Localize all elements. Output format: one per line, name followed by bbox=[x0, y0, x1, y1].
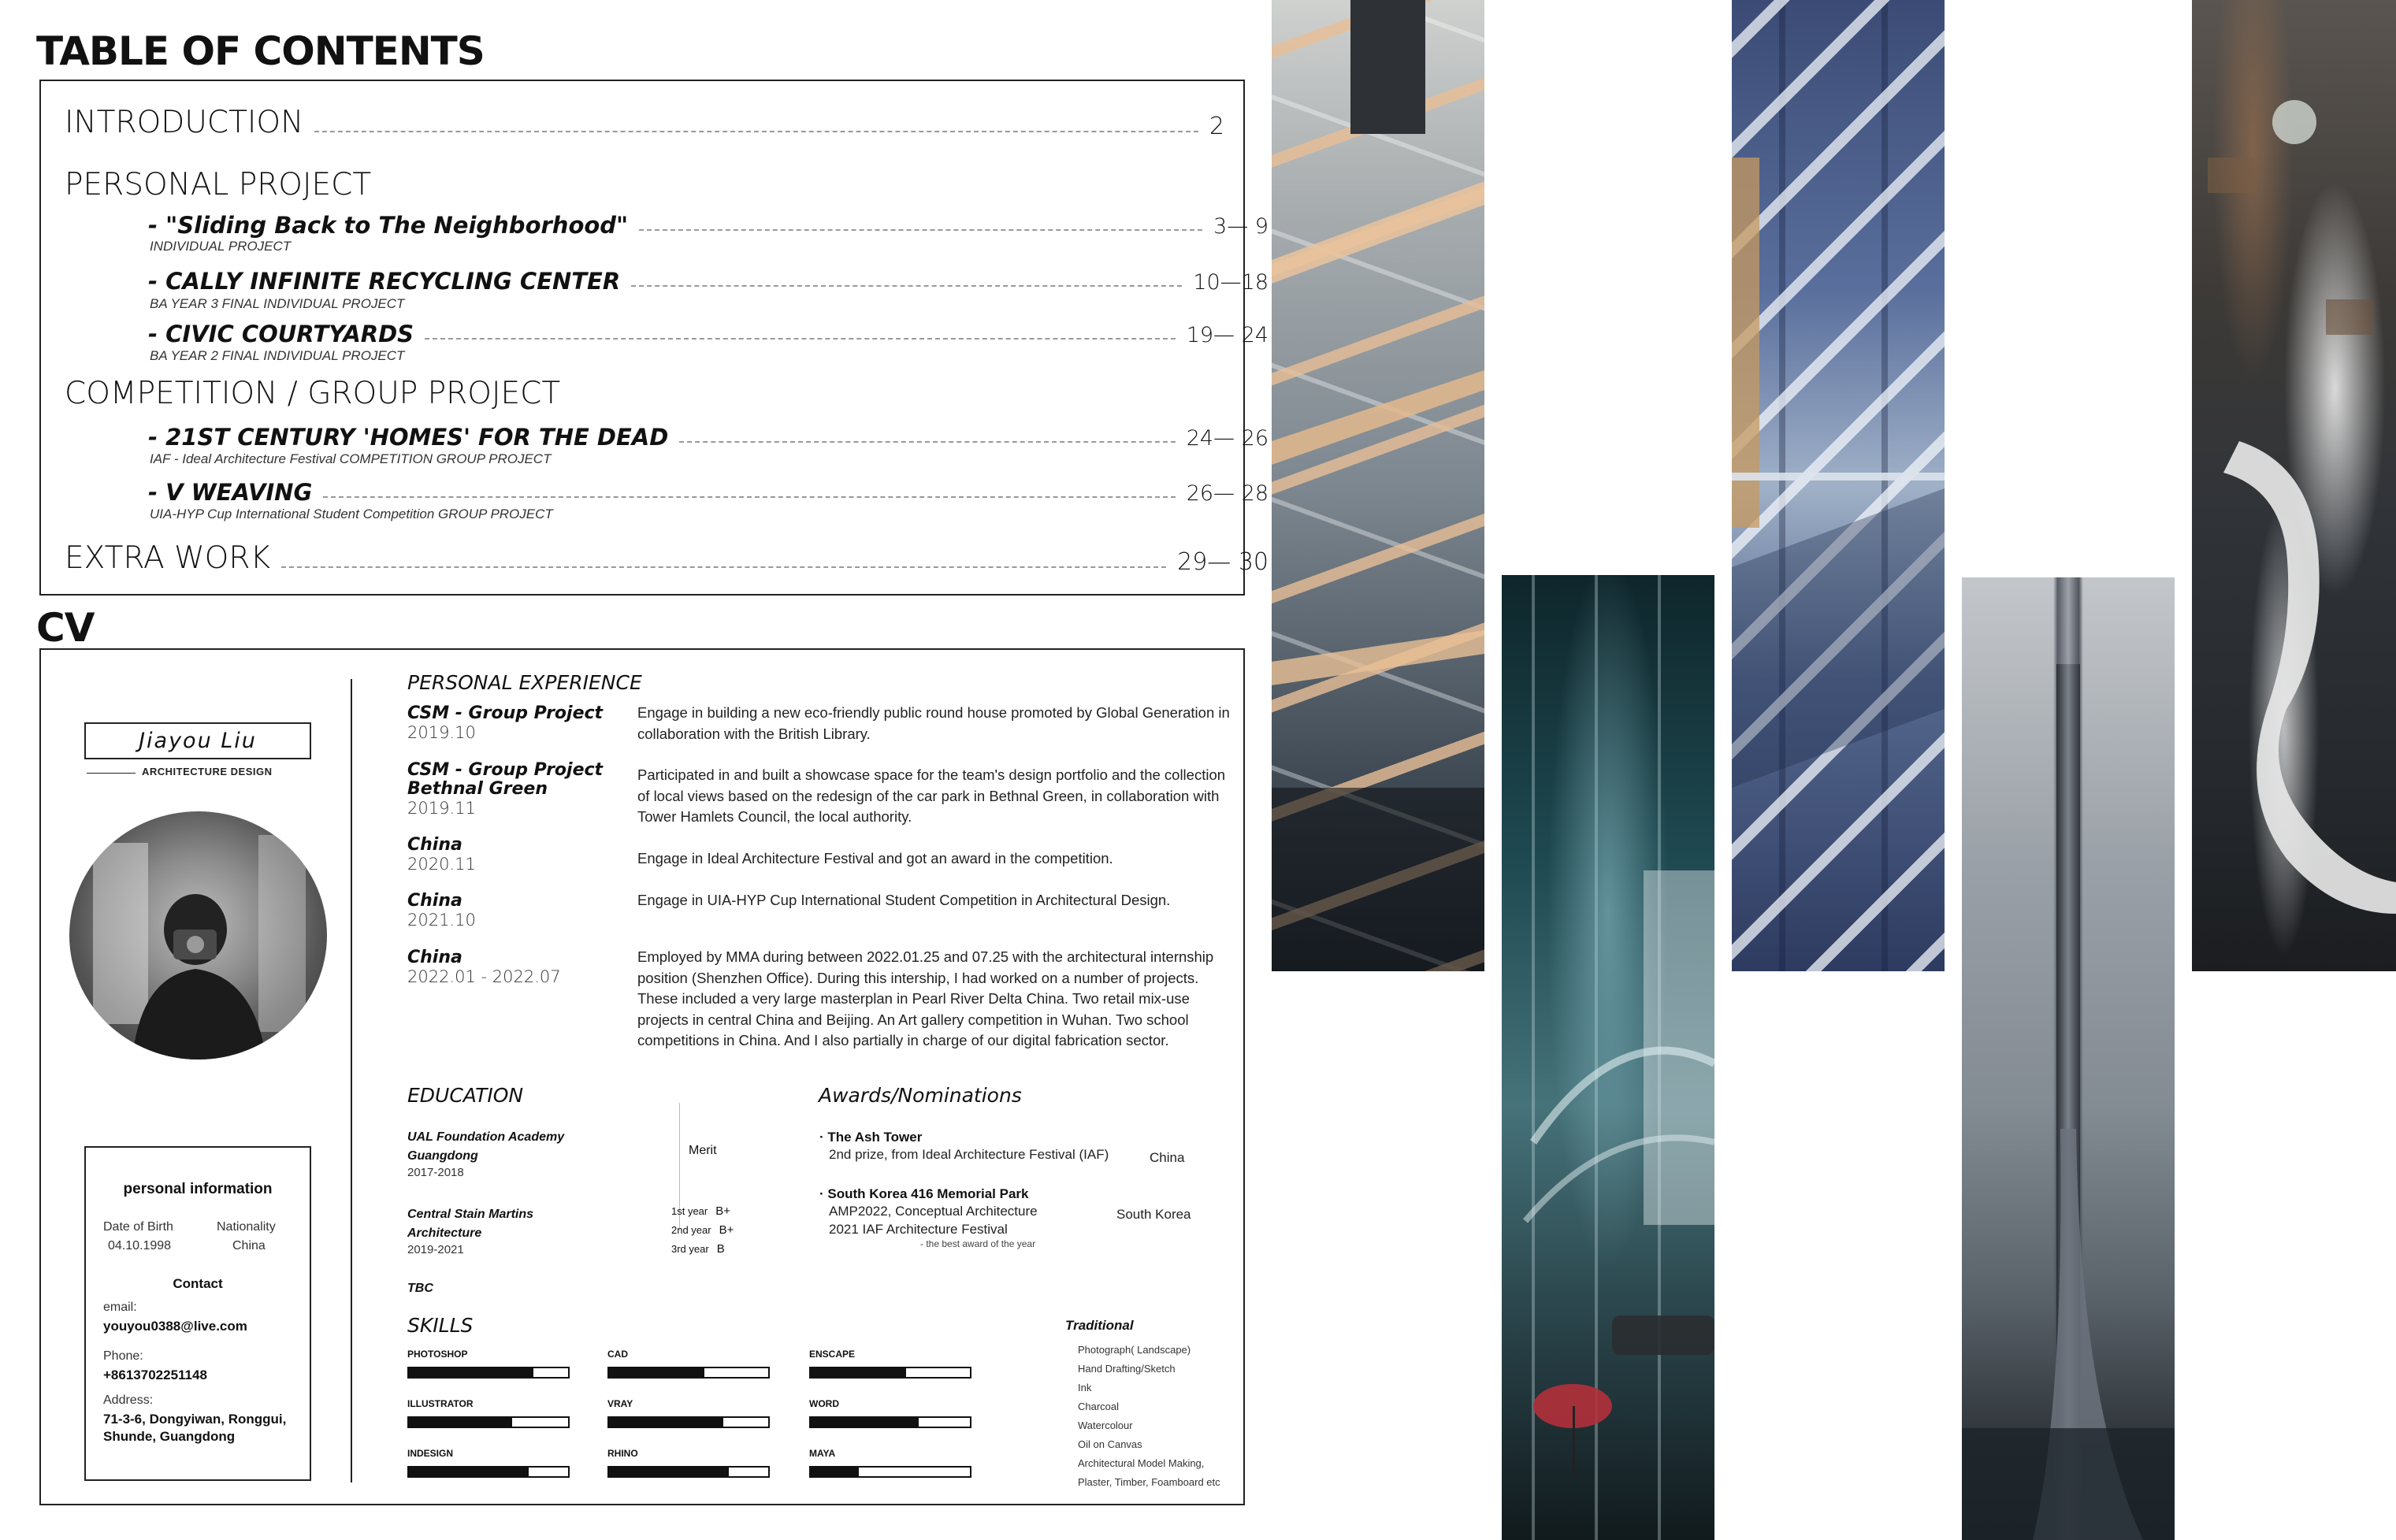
school-date: 2019-2021 bbox=[407, 1243, 464, 1256]
skill-level-bar bbox=[407, 1466, 570, 1478]
skill-item bbox=[607, 1349, 770, 1379]
school-name: Central Stain Martins bbox=[407, 1208, 534, 1221]
skill-item bbox=[809, 1349, 971, 1379]
experience-item-date: 2019.10 bbox=[407, 723, 476, 742]
toc-item-subtitle: UIA-HYP Cup International Student Competition GROUP PROJECT bbox=[150, 507, 553, 521]
project-image-bridges bbox=[1272, 0, 1484, 971]
toc-item-subtitle: BA YEAR 2 FINAL INDIVIDUAL PROJECT bbox=[150, 348, 405, 363]
dob-label: Date of Birth bbox=[103, 1220, 173, 1234]
cv-heading: CV bbox=[36, 605, 95, 651]
toc-item-v-weaving[interactable] bbox=[148, 479, 1269, 506]
skill-level-bar bbox=[407, 1416, 570, 1428]
experience-item-desc: Engage in building a new eco-friendly public round house promoted by Global Generation in collaboration with the British Library. bbox=[637, 704, 1230, 742]
school-course: Architecture bbox=[407, 1226, 482, 1240]
dob-value: 04.10.1998 bbox=[108, 1239, 172, 1252]
skill-name: ILLUSTRATOR bbox=[407, 1398, 474, 1409]
email-value[interactable]: youyou0388@live.com bbox=[103, 1319, 247, 1334]
toc-item-title: - "Sliding Back to The Neighborhood" bbox=[148, 212, 629, 239]
avatar bbox=[69, 811, 327, 1059]
award-item-ash-tower bbox=[819, 1130, 1109, 1163]
role-rule bbox=[87, 773, 136, 774]
toc-leader bbox=[323, 496, 1175, 498]
skill-level-bar bbox=[607, 1466, 770, 1478]
skill-level-fill bbox=[409, 1468, 529, 1476]
skill-level-fill bbox=[811, 1418, 919, 1427]
skill-item bbox=[809, 1398, 971, 1428]
skill-item bbox=[607, 1398, 770, 1428]
toc-leader bbox=[281, 566, 1166, 568]
toc-item-sliding-back[interactable] bbox=[148, 212, 1269, 239]
traditional-item: Architectural Model Making, bbox=[1078, 1457, 1205, 1469]
skill-level-bar bbox=[809, 1367, 971, 1379]
toc-introduction[interactable] bbox=[65, 105, 1224, 140]
toc-item-title: - CALLY INFINITE RECYCLING CENTER bbox=[148, 268, 621, 295]
phone-label: Phone: bbox=[103, 1349, 143, 1363]
experience-item bbox=[407, 892, 476, 930]
skill-item bbox=[407, 1349, 570, 1379]
experience-item-title: China bbox=[407, 891, 462, 911]
skill-level-bar bbox=[809, 1416, 971, 1428]
traditional-item: Plaster, Timber, Foamboard etc bbox=[1078, 1476, 1220, 1488]
education-tbc: TBC bbox=[407, 1282, 433, 1295]
education-item-ual bbox=[407, 1128, 564, 1179]
contact-title: Contact bbox=[173, 1276, 223, 1291]
skill-level-bar bbox=[607, 1416, 770, 1428]
toc-item-subtitle: INDIVIDUAL PROJECT bbox=[150, 239, 292, 254]
award-item-416-memorial bbox=[819, 1186, 1038, 1249]
toc-item-pages: 10—18 bbox=[1193, 270, 1269, 295]
skill-name: PHOTOSHOP bbox=[407, 1349, 468, 1360]
experience-title: PERSONAL EXPERIENCE bbox=[407, 671, 642, 694]
project-image-night-pavilion bbox=[1502, 575, 1714, 1540]
toc-leader bbox=[679, 441, 1175, 443]
skill-level-bar bbox=[607, 1367, 770, 1379]
experience-item-desc: Engage in Ideal Architecture Festival and got an award in the competition. bbox=[637, 850, 1113, 866]
skill-name: CAD bbox=[607, 1349, 628, 1360]
toc-introduction-page: 2 bbox=[1209, 113, 1224, 140]
skill-level-fill bbox=[409, 1368, 533, 1377]
toc-item-subtitle: BA YEAR 3 FINAL INDIVIDUAL PROJECT bbox=[150, 296, 405, 311]
grade-list bbox=[671, 1201, 734, 1258]
toc-extra-work[interactable] bbox=[65, 540, 1269, 576]
traditional-item: Photograph( Landscape) bbox=[1078, 1344, 1191, 1356]
grade-row bbox=[671, 1239, 734, 1258]
toc-leader bbox=[425, 338, 1176, 340]
award-detail: 2021 IAF Architecture Festival bbox=[829, 1222, 1008, 1237]
address-line-1: 71-3-6, Dongyiwan, Ronggui, bbox=[103, 1412, 287, 1427]
render-overlay bbox=[1502, 575, 1714, 1540]
toc-leader bbox=[639, 229, 1202, 231]
avatar-portrait bbox=[69, 811, 327, 1059]
skill-level-bar bbox=[407, 1367, 570, 1379]
toc-item-title: - 21ST CENTURY 'HOMES' FOR THE DEAD bbox=[148, 424, 669, 451]
skill-item bbox=[407, 1448, 570, 1478]
traditional-item: Oil on Canvas bbox=[1078, 1438, 1142, 1450]
toc-introduction-label: INTRODUCTION bbox=[65, 105, 304, 140]
email-label: email: bbox=[103, 1301, 137, 1314]
awards-title: Awards/Nominations bbox=[819, 1084, 1022, 1107]
nationality-value: China bbox=[232, 1239, 266, 1252]
skill-name: RHINO bbox=[607, 1448, 638, 1459]
skill-name: WORD bbox=[809, 1398, 839, 1409]
experience-item-title: China bbox=[407, 948, 462, 967]
toc-item-title: - V WEAVING bbox=[148, 479, 313, 506]
grade-value: B+ bbox=[719, 1223, 734, 1237]
skill-level-fill bbox=[609, 1468, 729, 1476]
award-detail: AMP2022, Conceptual Architecture bbox=[829, 1204, 1038, 1219]
experience-item bbox=[407, 704, 603, 742]
toc-item-civic[interactable] bbox=[148, 321, 1269, 347]
experience-item bbox=[407, 836, 476, 874]
toc-item-homes-for-the-dead[interactable] bbox=[148, 424, 1269, 451]
grade-year: 1st year bbox=[671, 1204, 708, 1217]
toc-leader bbox=[314, 131, 1198, 132]
toc-extra-work-pages: 29— 30 bbox=[1177, 548, 1269, 576]
award-note: - the best award of the year bbox=[920, 1238, 1036, 1249]
traditional-title: Traditional bbox=[1065, 1318, 1134, 1333]
toc-extra-work-label: EXTRA WORK bbox=[65, 540, 271, 576]
toc-item-pages: 26— 28 bbox=[1186, 481, 1269, 506]
experience-item-date: 2022.01 - 2022.07 bbox=[407, 967, 561, 986]
award-name: · The Ash Tower bbox=[819, 1130, 923, 1145]
skill-level-fill bbox=[409, 1418, 512, 1427]
experience-item-date: 2021.10 bbox=[407, 911, 476, 930]
toc-item-pages: 24— 26 bbox=[1186, 426, 1269, 451]
toc-box bbox=[39, 80, 1269, 596]
award-detail: 2nd prize, from Ideal Architecture Festival (IAF) bbox=[829, 1147, 1109, 1162]
toc-item-cally[interactable] bbox=[148, 268, 1269, 295]
experience-item-title: CSM - Group Project bbox=[407, 760, 604, 780]
school-location: Guangdong bbox=[407, 1149, 478, 1163]
skill-name: ENSCAPE bbox=[809, 1349, 856, 1360]
grade-row bbox=[671, 1201, 734, 1220]
skill-name: VRAY bbox=[607, 1398, 633, 1409]
skill-name: INDESIGN bbox=[407, 1448, 454, 1459]
experience-item-subtitle: Bethnal Green bbox=[407, 779, 548, 799]
nationality-label: Nationality bbox=[217, 1220, 276, 1234]
award-country: South Korea bbox=[1116, 1207, 1191, 1222]
toc-personal-project-label: PERSONAL PROJECT bbox=[65, 167, 372, 202]
phone-value[interactable]: +8613702251148 bbox=[103, 1367, 207, 1382]
toc-item-subtitle: IAF - Ideal Architecture Festival COMPETITION GROUP PROJECT bbox=[150, 451, 552, 466]
award-name: · South Korea 416 Memorial Park bbox=[819, 1186, 1029, 1201]
render-overlay bbox=[1732, 0, 1945, 971]
address-line-2: Shunde, Guangdong bbox=[103, 1429, 236, 1444]
grade-year: 3rd year bbox=[671, 1242, 709, 1255]
skill-level-bar bbox=[809, 1466, 971, 1478]
role-label: ARCHITECTURE DESIGN bbox=[142, 766, 273, 777]
experience-item-date: 2019.11 bbox=[407, 799, 476, 818]
education-item-csm bbox=[407, 1205, 533, 1256]
skill-item bbox=[809, 1448, 971, 1478]
toc-item-title: - CIVIC COURTYARDS bbox=[148, 321, 414, 347]
skill-item bbox=[607, 1448, 770, 1478]
project-image-facade bbox=[1732, 0, 1945, 971]
education-title: EDUCATION bbox=[407, 1084, 524, 1107]
grade-year: 2nd year bbox=[671, 1223, 711, 1236]
project-image-village-path bbox=[2192, 0, 2396, 971]
toc-item-pages: 3— 9 bbox=[1213, 214, 1269, 239]
experience-item-desc: Participated in and built a showcase space for the team's design portfolio and the collection of local views based on the redesign of the car park in Bethnal Green, in collaboration with Tower Hamlets Council, the local authority. bbox=[637, 766, 1226, 825]
toc-leader bbox=[631, 285, 1182, 287]
cv-column-divider bbox=[351, 679, 352, 1482]
grade-value: B bbox=[716, 1241, 725, 1256]
toc-personal-project[interactable] bbox=[65, 167, 371, 202]
skill-name: MAYA bbox=[809, 1448, 836, 1459]
personal-info-title: personal information bbox=[123, 1181, 273, 1197]
skills-title: SKILLS bbox=[407, 1314, 474, 1337]
grade-row bbox=[671, 1220, 734, 1239]
experience-item-title: CSM - Group Project bbox=[407, 703, 604, 723]
address-label: Address: bbox=[103, 1393, 154, 1407]
person-name: Jiayou Liu bbox=[139, 729, 257, 753]
skill-level-fill bbox=[811, 1368, 906, 1377]
skill-level-fill bbox=[609, 1368, 704, 1377]
award-name-text: South Korea 416 Memorial Park bbox=[827, 1186, 1029, 1201]
render-overlay bbox=[1962, 577, 2175, 1540]
name-box bbox=[84, 722, 311, 759]
project-image-tower bbox=[1962, 577, 2175, 1540]
toc-competition-label: COMPETITION / GROUP PROJECT bbox=[65, 376, 561, 411]
experience-item-title: China bbox=[407, 835, 462, 855]
experience-item-date: 2020.11 bbox=[407, 855, 476, 874]
skill-level-fill bbox=[811, 1468, 859, 1476]
award-country: China bbox=[1150, 1150, 1185, 1165]
traditional-list bbox=[1078, 1341, 1220, 1492]
school-date: 2017-2018 bbox=[407, 1166, 464, 1179]
school-name: UAL Foundation Academy bbox=[407, 1130, 565, 1144]
skill-level-fill bbox=[609, 1418, 723, 1427]
render-overlay bbox=[2192, 0, 2396, 971]
toc-heading: TABLE OF CONTENTS bbox=[36, 28, 485, 74]
toc-competition[interactable] bbox=[65, 376, 560, 411]
traditional-item: Watercolour bbox=[1078, 1419, 1133, 1431]
skill-item bbox=[407, 1398, 570, 1428]
render-overlay bbox=[1272, 0, 1484, 971]
experience-item-desc: Employed by MMA during between 2022.01.25 and 07.25 with the architectural internship position (Shenzhen Office). During this intership, I had worked on a number of projects. These included a very large masterplan in Pearl River Delta China. Two retail mix-use projects in central China and Beijing. An Art gallery competition in Wuhan. Two school competitions in China. And I also partially in charge of our digital fabrication sector. bbox=[637, 948, 1214, 1048]
award-name-text: The Ash Tower bbox=[827, 1130, 923, 1145]
experience-item bbox=[407, 761, 603, 818]
grade-value: B+ bbox=[715, 1204, 731, 1218]
school-grade: Merit bbox=[689, 1144, 717, 1157]
toc-item-pages: 19— 24 bbox=[1186, 323, 1269, 347]
traditional-item: Ink bbox=[1078, 1382, 1092, 1393]
traditional-item: Hand Drafting/Sketch bbox=[1078, 1363, 1176, 1375]
experience-item-desc: Engage in UIA-HYP Cup International Student Competition in Architectural Design. bbox=[637, 892, 1171, 908]
traditional-item: Charcoal bbox=[1078, 1401, 1120, 1412]
experience-item bbox=[407, 948, 561, 986]
personal-info-box bbox=[84, 1146, 311, 1481]
